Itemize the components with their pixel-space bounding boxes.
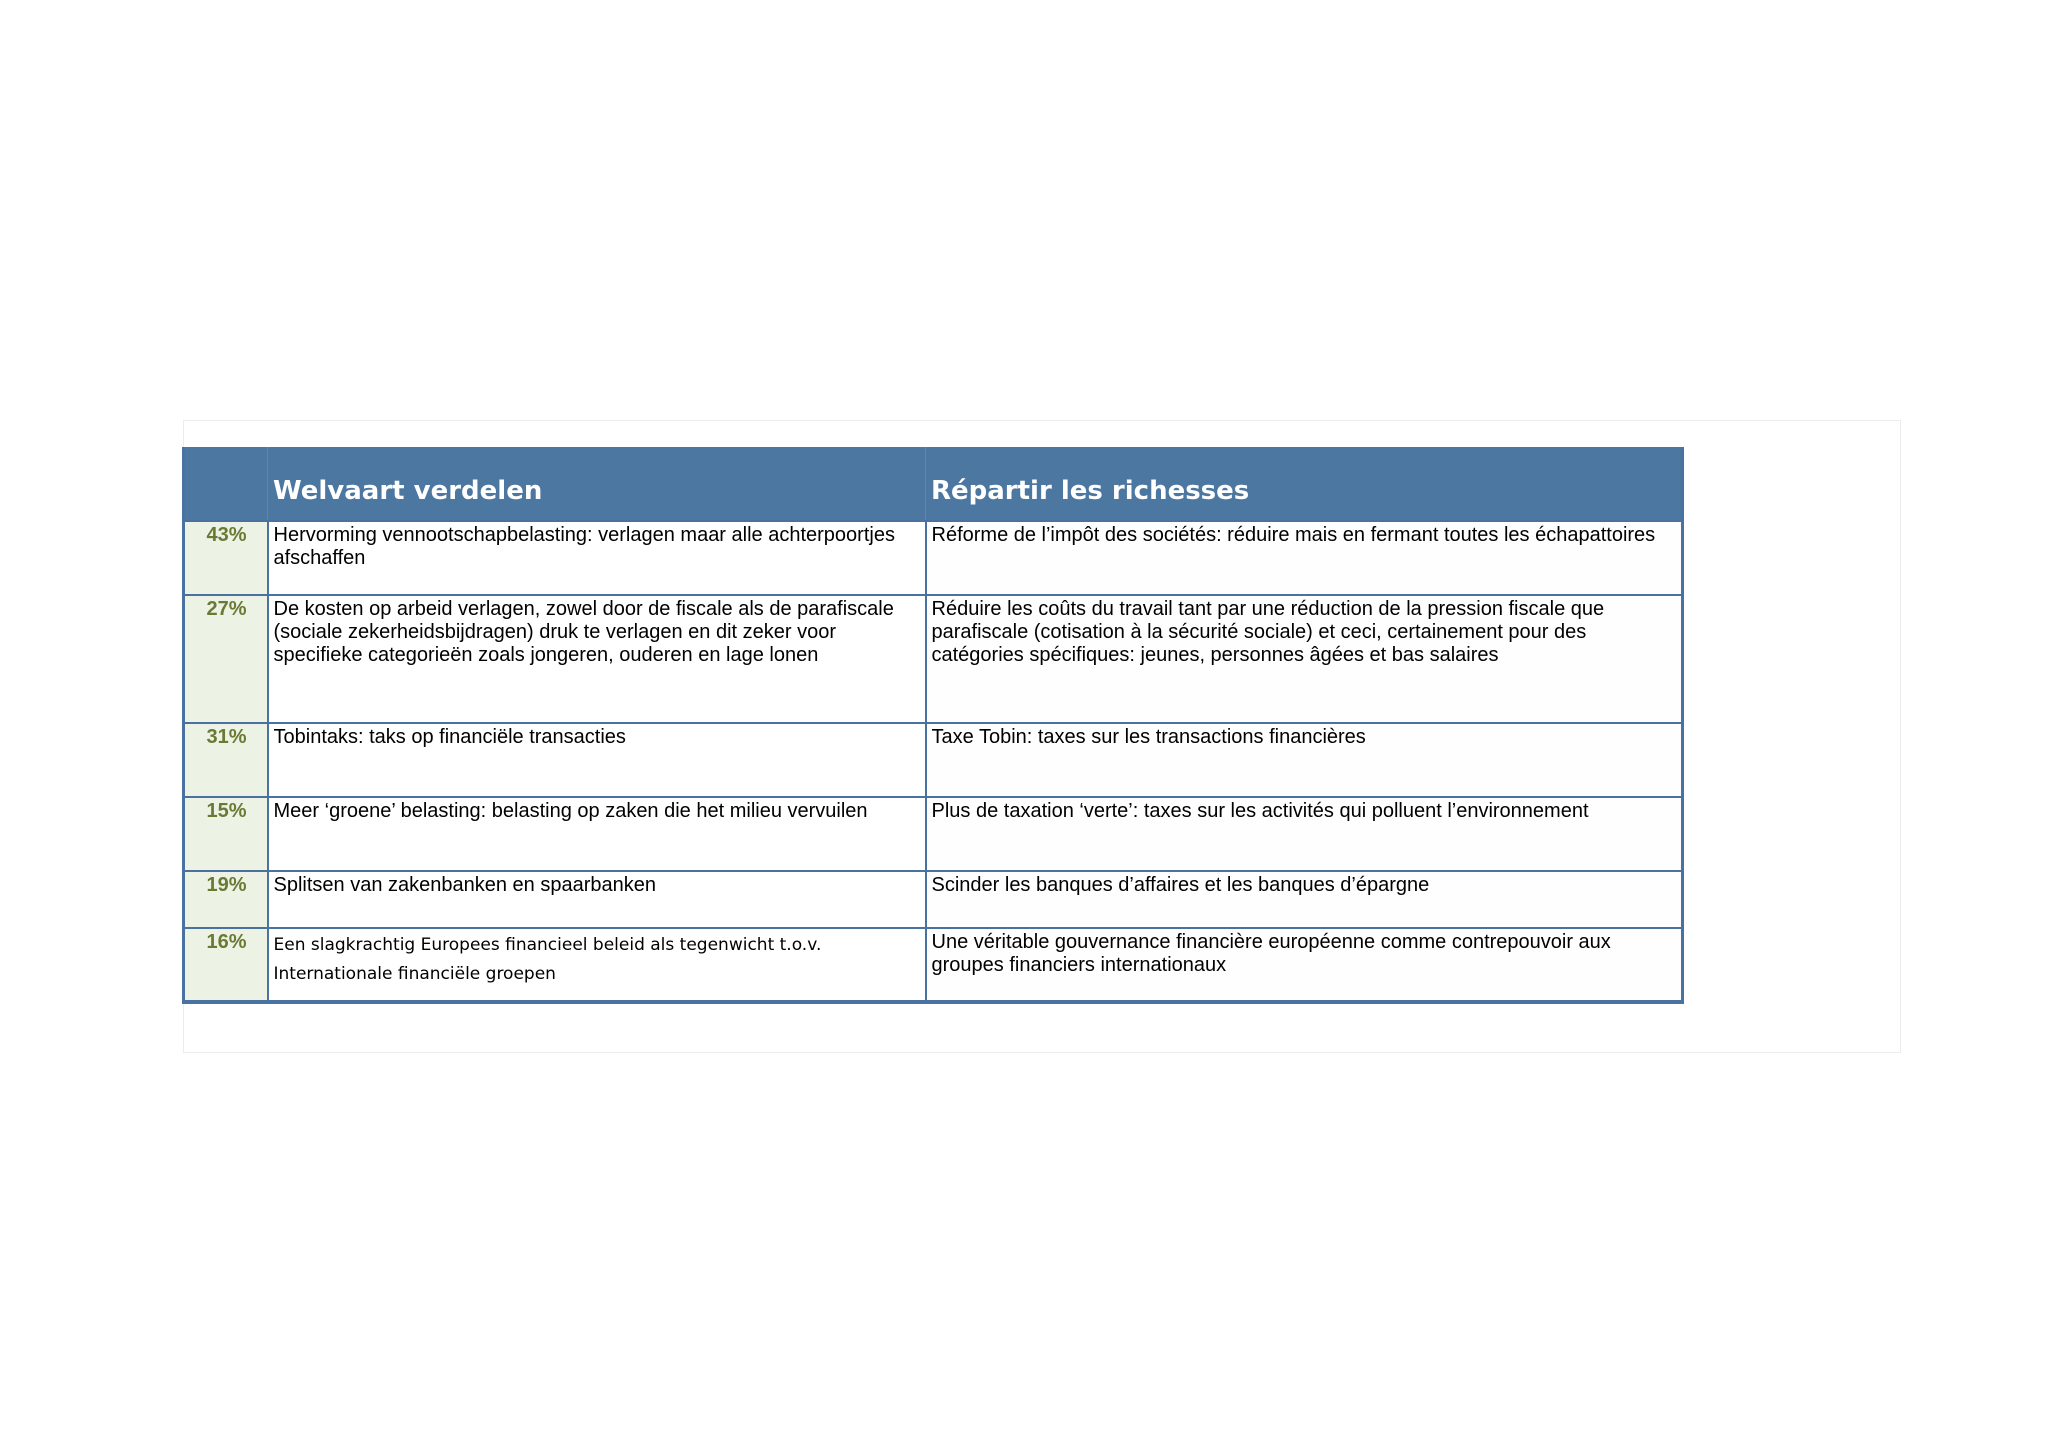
table-row [184,797,1683,871]
french-text-cell: Réforme de l’impôt des sociétés: réduire mais en fermant toutes les échapattoires [926,521,1683,595]
french-text-cell: Scinder les banques d’affaires et les banques d’épargne [926,871,1683,928]
percentage-cell: 27% [184,595,268,723]
dutch-text-cell: Een slagkrachtig Europees financieel beleid als tegenwicht t.o.v. Internationale financiële groepen [268,928,926,1002]
dutch-text-cell: De kosten op arbeid verlagen, zowel door de fiscale als de parafiscale (sociale zekerheidsbijdragen) druk te verlagen en dit zeker voor specifieke categorieën zoals jongeren, ouderen en lage lonen [268,595,926,723]
header-french: Répartir les richesses [926,447,1683,521]
percentage-cell: 15% [184,797,268,871]
table-header-row [184,447,1683,521]
table-row [184,871,1683,928]
table-row [184,928,1683,1002]
percentage-cell: 16% [184,928,268,1002]
french-text-cell: Taxe Tobin: taxes sur les transactions financières [926,723,1683,797]
dutch-text-cell: Hervorming vennootschapbelasting: verlagen maar alle achterpoortjes afschaffen [268,521,926,595]
dutch-text-cell: Meer ‘groene’ belasting: belasting op zaken die het milieu vervuilen [268,797,926,871]
french-text-cell: Une véritable gouvernance financière européenne comme contrepouvoir aux groupes financiers internationaux [926,928,1683,1002]
table-row [184,723,1683,797]
table-row [184,521,1683,595]
french-text-cell: Réduire les coûts du travail tant par une réduction de la pression fiscale que parafiscale (cotisation à la sécurité sociale) et ceci, certainement pour des catégories spécifiques: jeunes, personnes âgées et bas salaires [926,595,1683,723]
header-pct [184,447,268,521]
header-dutch: Welvaart verdelen [268,447,926,521]
policy-table [182,447,1684,1004]
french-text-cell: Plus de taxation ‘verte’: taxes sur les activités qui polluent l’environnement [926,797,1683,871]
dutch-text-cell: Splitsen van zakenbanken en spaarbanken [268,871,926,928]
dutch-text-cell: Tobintaks: taks op financiële transacties [268,723,926,797]
percentage-cell: 43% [184,521,268,595]
table-row [184,595,1683,723]
percentage-cell: 31% [184,723,268,797]
percentage-cell: 19% [184,871,268,928]
